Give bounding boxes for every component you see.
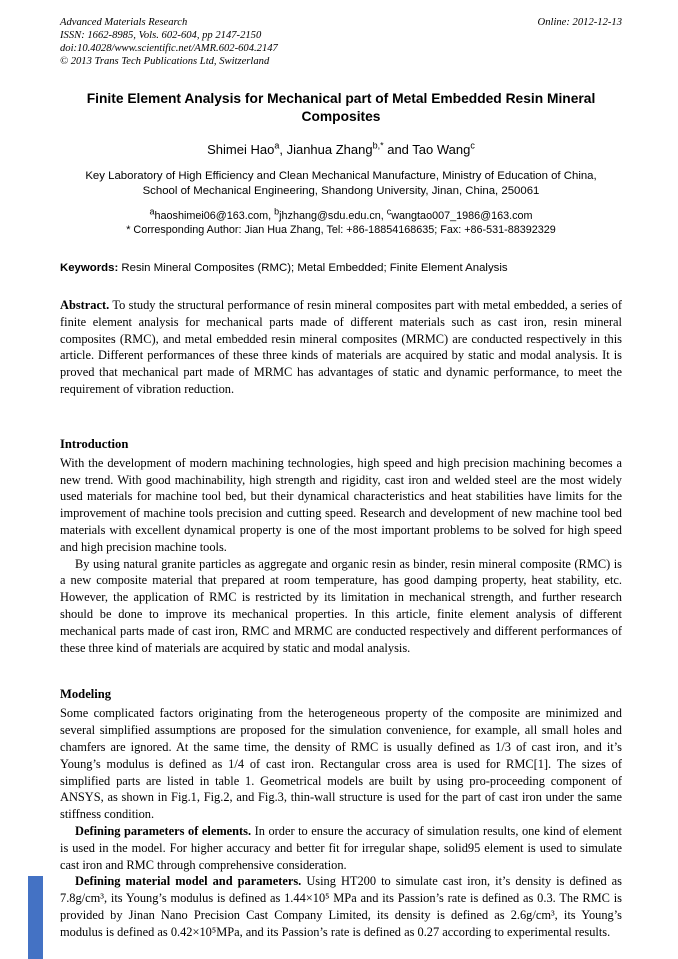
author-2-superscript: b,* [372,140,384,151]
email-1: haoshimei06@163.com, [154,210,275,222]
author-1: Shimei Hao [207,142,275,157]
email-3: wangtao007_1986@163.com [391,210,533,222]
blue-edge-fragment [28,876,43,959]
email-2: jhzhang@sdu.edu.cn, [279,210,387,222]
copyright-line: © 2013 Trans Tech Publications Ltd, Switzerland [60,56,270,67]
journal-header [60,16,622,68]
author-3: Tao Wang [412,142,471,157]
authors-line [60,141,622,158]
abstract-paragraph [60,297,622,398]
abstract-text: To study the structural performance of resin mineral composites part with metal embedded, a series of finite element analysis for mechanical parts made of different materials such as cast iron, resin mineral composites (RMC), and metal embedded resin mineral composites (MRMC) are conducted respectively in this article. Different performances of these three kinds of materials are acquired by static and modal analysis. It is proved that mechanical part made of MRMC has advantages of static and dynamic performance, to meet the requirement of vibration reduction. [60,298,622,396]
author-3-superscript: c [470,140,475,151]
author-2: Jianhua Zhang [286,142,373,157]
introduction-paragraph-2: By using natural granite particles as aggregate and organic resin as binder, resin mineral composite (RMC) is a new composite material that prepared at room temperature, has good damping property, heat stability, etc. However, the application of RMC is restricted by its limitation in mechanical strength, and further research should be done to improve its mechanical properties. In this article, finite element analysis of different mechanical parts made of cast iron, RMC and MRMC are conducted respectively and different performances of these three kind of materials are acquired by static and modal analysis. [60,556,622,655]
issn-line: ISSN: 1662-8985, Vols. 602-604, pp 2147-2150 [60,30,262,41]
author-1-superscript: a [274,140,280,151]
modeling-paragraph-3-lead: Defining material model and parameters. [75,874,302,889]
doi-line: doi:10.4028/www.scientific.net/AMR.602-604.2147 [60,43,278,54]
keywords-line [60,261,622,276]
journal-name: Advanced Materials Research [60,17,188,28]
affiliation: Key Laboratory of High Efficiency and Clean Mechanical Manufacture, Ministry of Education of China, School of Mechanical Engineering, Shandong University, Jinan, China, 250061 [85,170,597,197]
corresponding-author-line: * Corresponding Author: Jian Hua Zhang, Tel: +86-18854168635; Fax: +86-531-88392329 [126,224,556,236]
paper-title: Finite Element Analysis for Mechanical part of Metal Embedded Resin Mineral Composites [86,91,596,124]
modeling-paragraph-2 [60,823,622,873]
modeling-paragraph-3 [60,873,622,940]
author-separator: and [383,142,413,157]
author-separator: , [279,142,287,157]
keywords-label: Keywords: [60,262,119,274]
section-heading-modeling: Modeling [60,687,112,702]
author-emails [60,206,622,223]
abstract-label: Abstract. [60,298,110,312]
introduction-paragraph-1: With the development of modern machining technologies, high speed and high precision machining becomes a new trend. With good machinability, high strength and rigidity, cast iron and welded steel are the most widely used materials for machine tool bed, but their dynamical characteristics and heat stabilities have limits for the improvement of machine tools precision and cutting speed. Research and development of new machine tool bed materials with excellent dynamical property is one of the most important problems to be solved for high speed and high precision machine tools. [60,455,622,554]
keywords-text: Resin Mineral Composites (RMC); Metal Embedded; Finite Element Analysis [118,262,508,274]
email-3-superscript: c [386,206,392,217]
modeling-paragraph-2-lead: Defining parameters of elements. [75,823,252,838]
section-heading-introduction: Introduction [60,436,129,451]
modeling-paragraph-3-text: Using HT200 to simulate cast iron, it’s density is defined as 7.8g/cm³, its Young’s modulus is defined as 1.44×10⁵ MPa and its Passion’s rate is defined as 0.3. The RMC is provided by Jinan Nano Precision Cast Company Limited, its density is defined as 2.6g/cm³, its Young’s modulus is defined as 0.42×10⁵MPa, and its Passion’s rate is defined as 0.27 according to experimental results. [60,874,622,939]
online-date: Online: 2012-12-13 [537,17,622,28]
email-1-superscript: a [149,206,155,217]
email-2-superscript: b [274,206,280,217]
modeling-paragraph-2-text: In order to ensure the accuracy of simulation results, one kind of element is used in the model. For higher accuracy and better fit for irregular shape, solid95 element is used to simulate cast iron and RMC through comprehensive consideration. [60,823,622,872]
modeling-paragraph-1: Some complicated factors originating from the heterogeneous property of the composite are minimized and several simplified assumptions are proposed for the simulation convenience, for example, all small holes and chamfers are ignored. At the same time, the density of RMC is usually defined as 1/3 of cast iron, and it’s Young’s modulus is defined as 1/4 of cast iron. Rectangular cross area is used for RMC[1]. The sizes of simplified parts are listed in table 1. Geometrical models are built by using pro-proceeding component of ANSYS, as shown in Fig.1, Fig.2, and Fig.3, thin-wall structure is used for the part of cast iron under the same stiffness condition. [60,706,622,822]
